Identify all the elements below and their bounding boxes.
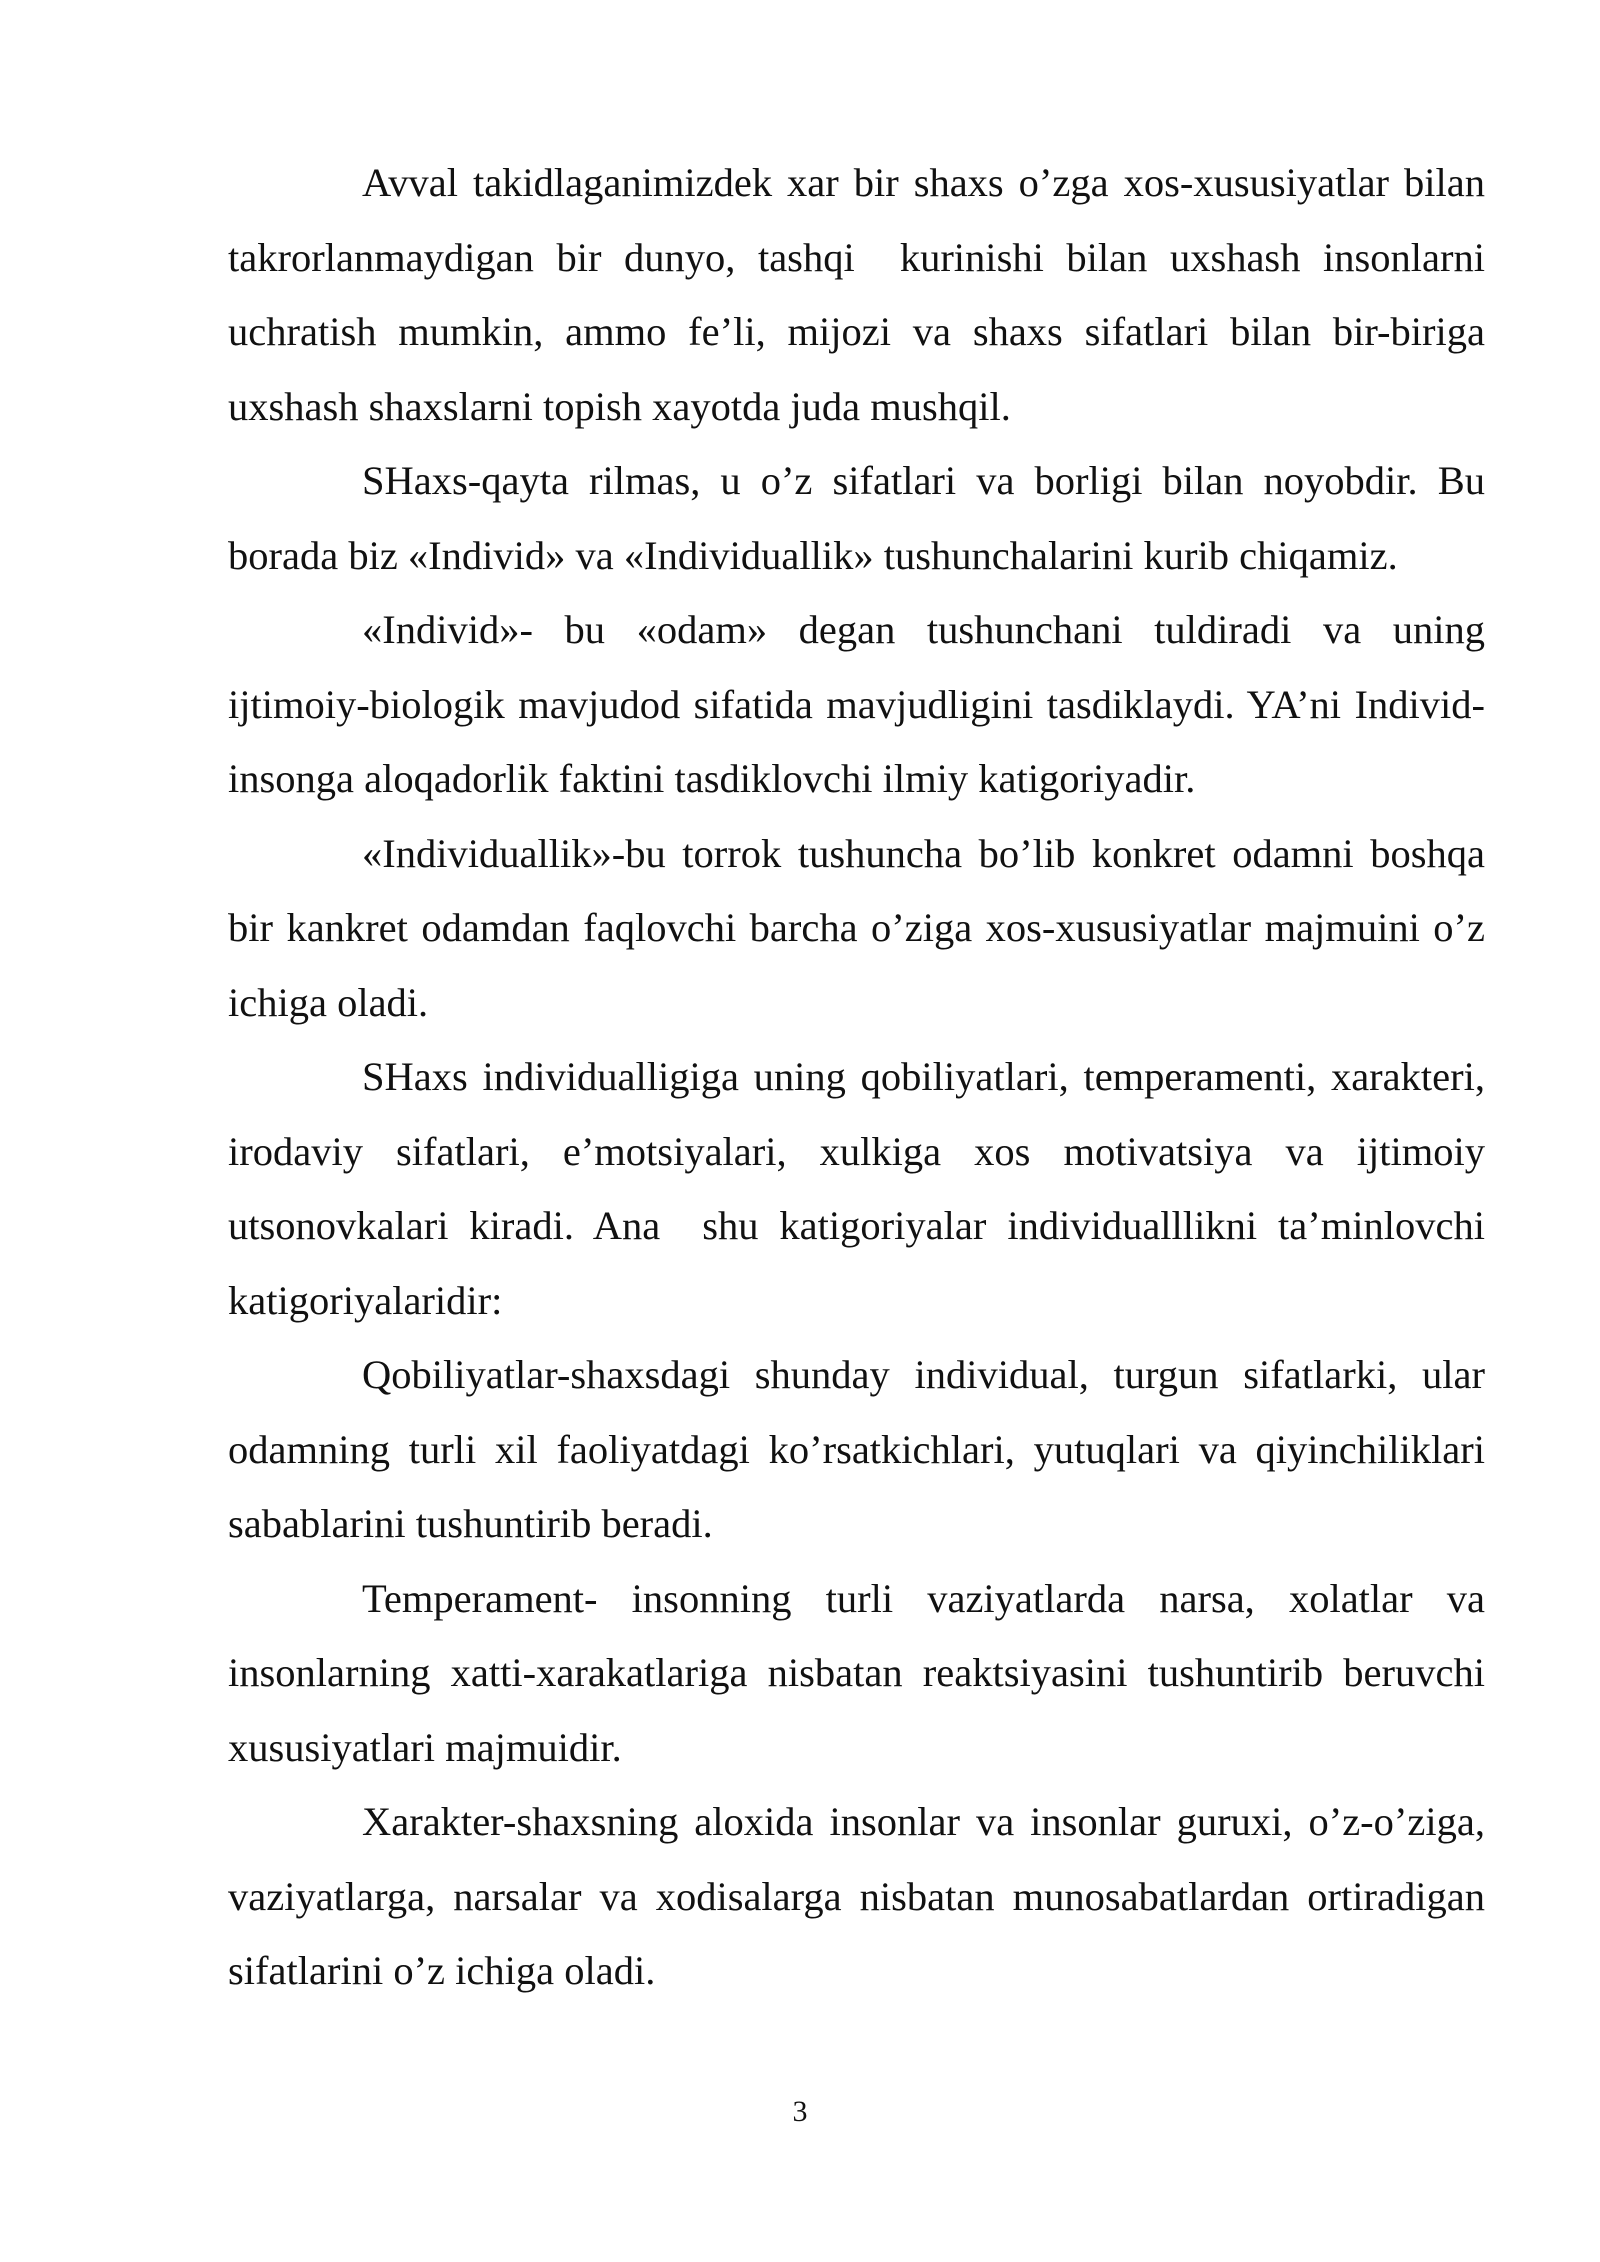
paragraph-qobiliyatlar: Qobiliyatlar-shaxsdagi shunday individual, turgun sifatlarki, ular odamning turli xil faoliyatdagi ko’rsatkichlari, yutuqlari va qiyinchiliklari sabablarini tushuntirib beradi. [228, 1352, 1496, 1546]
paragraph-temperament: Temperament- insonning turli vaziyatlarda narsa, xolatlar va insonlarning xatti-xarakatlariga nisbatan reaktsiyasini tushuntirib beruvchi xususiyatlari majmuidir. [228, 1575, 1496, 1770]
paragraph-individuallik: «Individuallik»-bu torrok tushuncha bo’lib konkret odamni boshqa bir kankret odamdan faqlovchi barcha o’ziga xos-xususiyatlar majmuini o’z ichiga oladi. [228, 830, 1496, 1025]
document-body [228, 146, 1496, 2009]
paragraph-shaxs-individualligi: SHaxs individualligiga uning qobiliyatlari, temperamenti, xarakteri, irodaviy sifatlari, e’motsiyalari, xulkiga xos motivatsiya va ijtimoiy utsonovkalari kiradi. Ana shu katigoriyalar individualllikni ta’minlovchi katigoriyalaridir: [228, 1054, 1496, 1323]
paragraph-intro: Avval takidlaganimizdek xar bir shaxs o’zga xos-xususiyatlar bilan takrorlanmaydigan bir dunyo, tashqi kurinishi bilan uxshash insonlarni uchratish mumkin, ammo fe’li, mijozi va shaxs sifatlari bilan bir-biriga uxshash shaxslarni topish xayotda juda mushqil. [228, 160, 1496, 429]
paragraph-shaxs-noyob: SHaxs-qayta rilmas, u o’z sifatlari va borligi bilan noyobdir. Bu borada biz «Individ» va «Individuallik» tushunchalarini kurib chiqamiz. [228, 458, 1496, 578]
paragraph-xarakter: Xarakter-shaxsning aloxida insonlar va insonlar guruxi, o’z-o’ziga, vaziyatlarga, narsalar va xodisalarga nisbatan munosabatlardan ortiradigan sifatlarini o’z ichiga oladi. [228, 1799, 1496, 1993]
paragraph-individ: «Individ»- bu «odam» degan tushunchani tuldiradi va uning ijtimoiy-biologik mavjudod sifatida mavjudligini tasdiklaydi. YA’ni Individ- insonga aloqadorlik faktini tasdiklovchi ilmiy katigoriyadir. [228, 607, 1496, 801]
page-number: 3 [792, 2095, 808, 2128]
